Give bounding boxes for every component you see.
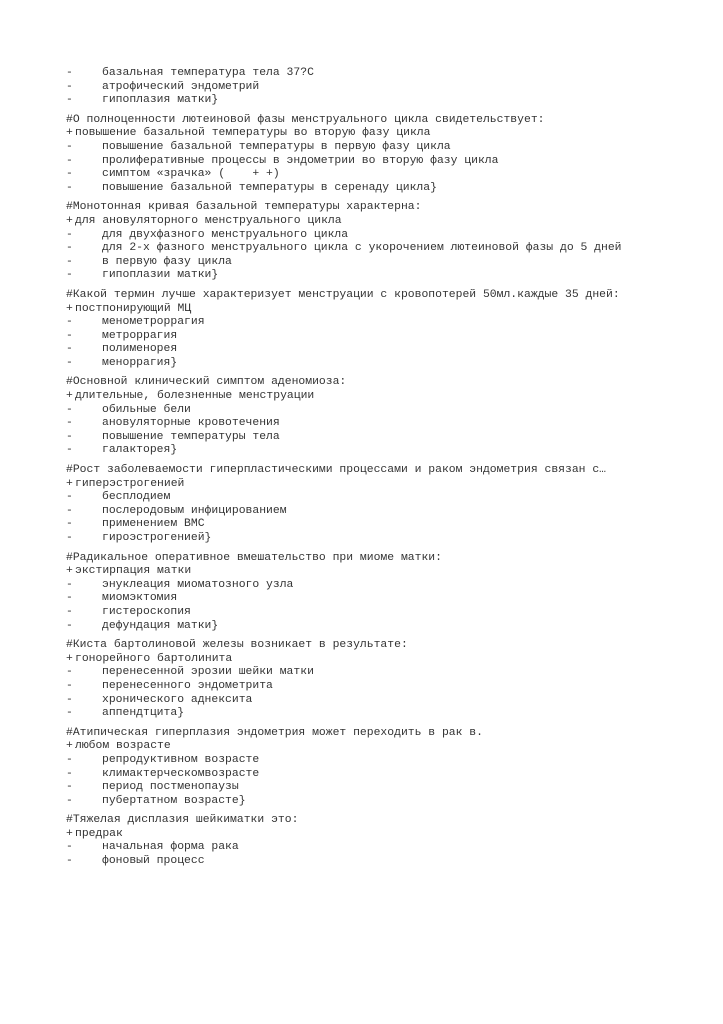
dash-marker: - <box>66 403 73 416</box>
dash-marker: - <box>66 693 73 706</box>
answer-text: аппендтцита} <box>102 707 185 720</box>
answer-text: фоновый процесс <box>102 855 205 868</box>
wrong-answer <box>66 781 706 795</box>
answer-text: климактерческомвозрасте <box>102 767 260 780</box>
dash-marker: - <box>66 228 73 241</box>
wrong-answer <box>66 316 706 330</box>
wrong-answer <box>66 343 706 357</box>
answer-text: любом возрасте <box>75 740 171 753</box>
wrong-answer <box>66 182 706 196</box>
question-block <box>66 376 706 458</box>
answer-text: пубертатном возрасте} <box>102 794 246 807</box>
plus-marker: + <box>66 214 73 227</box>
question-text: #Радикальное оперативное вмешательство при миоме матки: <box>66 551 442 564</box>
wrong-answer <box>66 795 706 809</box>
answer-text: экстирпация матки <box>75 565 192 578</box>
dash-marker: - <box>66 518 73 531</box>
correct-answer <box>66 478 706 492</box>
dash-marker: - <box>66 430 73 443</box>
wrong-answer <box>66 242 706 256</box>
dash-marker: - <box>66 666 73 679</box>
plus-marker: + <box>66 477 73 490</box>
question-block <box>66 464 706 546</box>
answer-text: гиперэстрогенией <box>75 477 185 490</box>
answer-text: атрофический эндометрий <box>102 80 260 93</box>
answer-text: применением ВМС <box>102 518 205 531</box>
question-text: #Атипическая гиперплазия эндометрия может переходить в рак в. <box>66 726 483 739</box>
dash-marker: - <box>66 592 73 605</box>
question-text: #Какой термин лучше характеризует менструации с кровопотерей 50мл.каждые 35 дней: <box>66 288 620 301</box>
wrong-answer <box>66 620 706 634</box>
question-block <box>66 727 706 809</box>
question-block <box>66 639 706 721</box>
answer-text: энуклеация миоматозного узла <box>102 578 294 591</box>
answer-text: предрак <box>75 827 123 840</box>
correct-answer <box>66 127 706 141</box>
wrong-answer <box>66 518 706 532</box>
question-block <box>66 289 706 371</box>
plus-marker: + <box>66 565 73 578</box>
wrong-answer <box>66 168 706 182</box>
wrong-answer <box>66 431 706 445</box>
correct-answer <box>66 565 706 579</box>
wrong-answer <box>66 491 706 505</box>
question-block <box>66 201 706 283</box>
answer-text: перенесенного эндометрита <box>102 679 273 692</box>
dash-marker: - <box>66 707 73 720</box>
wrong-answer <box>66 330 706 344</box>
answer-text: послеродовым инфицированием <box>102 504 287 517</box>
answer-text: менометроррагия <box>102 316 205 329</box>
answer-text: гипоплазии матки} <box>102 269 219 282</box>
dash-marker: - <box>66 269 73 282</box>
dash-marker: - <box>66 679 73 692</box>
answer-text: гистероскопия <box>102 605 191 618</box>
wrong-answer <box>66 680 706 694</box>
question-text: #Киста бартолиновой железы возникает в результате: <box>66 639 408 652</box>
answer-text: начальная форма рака <box>102 841 239 854</box>
dash-marker: - <box>66 242 73 255</box>
answer-text: повышение базальной температуры в серенаду цикла} <box>102 181 437 194</box>
answer-text: для ановуляторного менструального цикла <box>75 214 342 227</box>
wrong-answer <box>66 357 706 371</box>
answer-text: симптом «зрачка» ( + +) <box>102 168 280 181</box>
correct-answer <box>66 390 706 404</box>
answer-text: длительные, болезненные менструации <box>75 390 315 403</box>
document-page <box>66 67 706 875</box>
answer-text: галакторея} <box>102 444 178 457</box>
dash-marker: - <box>66 504 73 517</box>
dash-marker: - <box>66 753 73 766</box>
answer-text: хронического аднексита <box>102 693 253 706</box>
dash-marker: - <box>66 255 73 268</box>
dash-marker: - <box>66 343 73 356</box>
wrong-answer <box>66 94 706 108</box>
dash-marker: - <box>66 329 73 342</box>
wrong-answer <box>66 81 706 95</box>
dash-marker: - <box>66 444 73 457</box>
question-block <box>66 114 706 196</box>
plus-marker: + <box>66 127 73 140</box>
wrong-answer <box>66 754 706 768</box>
answer-text: период постменопаузы <box>102 781 239 794</box>
plus-marker: + <box>66 827 73 840</box>
wrong-answer <box>66 256 706 270</box>
dash-marker: - <box>66 181 73 194</box>
wrong-answer <box>66 579 706 593</box>
dash-marker: - <box>66 578 73 591</box>
wrong-answer <box>66 841 706 855</box>
correct-answer <box>66 653 706 667</box>
plus-marker: + <box>66 390 73 403</box>
wrong-answer <box>66 155 706 169</box>
answer-text: повышение базальной температуры в первую фазу цикла <box>102 140 451 153</box>
answer-text: миомэктомия <box>102 592 178 605</box>
dash-marker: - <box>66 855 73 868</box>
dash-marker: - <box>66 781 73 794</box>
dash-marker: - <box>66 767 73 780</box>
answer-text: гонорейного бартолинита <box>75 652 233 665</box>
wrong-answer <box>66 532 706 546</box>
wrong-answer <box>66 694 706 708</box>
question-text: #Рост заболеваемости гиперпластическими процессами и раком эндометрия связан с… <box>66 464 607 477</box>
wrong-answer <box>66 67 706 81</box>
question-block <box>66 552 706 634</box>
question-block <box>66 67 706 108</box>
wrong-answer <box>66 417 706 431</box>
question-text: #Тяжелая дисплазия шейкиматки это: <box>66 814 299 827</box>
answer-text: для двухфазного менструального цикла <box>102 228 349 241</box>
question-text: #Основной клинический симптом аденомиоза: <box>66 376 347 389</box>
dash-marker: - <box>66 417 73 430</box>
answer-text: гипоплазия матки} <box>102 94 219 107</box>
answer-text: гироэстрогенией} <box>102 532 212 544</box>
wrong-answer <box>66 141 706 155</box>
answer-text: в первую фазу цикла <box>102 255 232 268</box>
dash-marker: - <box>66 168 73 181</box>
dash-marker: - <box>66 841 73 854</box>
answer-text: репродуктивном возрасте <box>102 753 260 766</box>
answer-text: ановуляторные кровотечения <box>102 417 280 430</box>
answer-text: бесплодием <box>102 491 171 504</box>
answer-text: полименорея <box>102 343 178 356</box>
correct-answer <box>66 828 706 842</box>
dash-marker: - <box>66 140 73 153</box>
dash-marker: - <box>66 154 73 167</box>
answer-text: для 2-х фазного менструального цикла с укорочением лютеиновой фазы до 5 дней <box>102 242 622 255</box>
dash-marker: - <box>66 794 73 807</box>
wrong-answer <box>66 707 706 721</box>
answer-text: меноррагия} <box>102 356 178 369</box>
dash-marker: - <box>66 316 73 329</box>
answer-text: обильные бели <box>102 403 191 416</box>
wrong-answer <box>66 269 706 283</box>
correct-answer <box>66 215 706 229</box>
wrong-answer <box>66 855 706 869</box>
answer-text: повышение базальной температуры во вторую фазу цикла <box>75 127 431 140</box>
answer-text: базальная температура тела 37?С <box>102 67 314 79</box>
wrong-answer <box>66 505 706 519</box>
correct-answer <box>66 740 706 754</box>
wrong-answer <box>66 592 706 606</box>
dash-marker: - <box>66 67 73 79</box>
dash-marker: - <box>66 619 73 632</box>
dash-marker: - <box>66 94 73 107</box>
answer-text: перенесенной эрозии шейки матки <box>102 666 314 679</box>
correct-answer <box>66 303 706 317</box>
plus-marker: + <box>66 740 73 753</box>
answer-text: повышение температуры тела <box>102 430 280 443</box>
answer-text: постпонирующий МЦ <box>75 302 192 315</box>
answer-text: метроррагия <box>102 329 178 342</box>
wrong-answer <box>66 444 706 458</box>
wrong-answer <box>66 404 706 418</box>
plus-marker: + <box>66 302 73 315</box>
dash-marker: - <box>66 532 73 544</box>
dash-marker: - <box>66 491 73 504</box>
question-text: #О полноценности лютеиновой фазы менструального цикла свидетельствует: <box>66 113 545 126</box>
wrong-answer <box>66 768 706 782</box>
answer-text: пролиферативные процессы в эндометрии во вторую фазу цикла <box>102 154 499 167</box>
dash-marker: - <box>66 356 73 369</box>
wrong-answer <box>66 606 706 620</box>
plus-marker: + <box>66 652 73 665</box>
dash-marker: - <box>66 605 73 618</box>
wrong-answer <box>66 229 706 243</box>
question-text: #Монотонная кривая базальной температуры характерна: <box>66 201 422 214</box>
wrong-answer <box>66 666 706 680</box>
answer-text: дефундация матки} <box>102 619 219 632</box>
dash-marker: - <box>66 80 73 93</box>
question-block <box>66 814 706 868</box>
